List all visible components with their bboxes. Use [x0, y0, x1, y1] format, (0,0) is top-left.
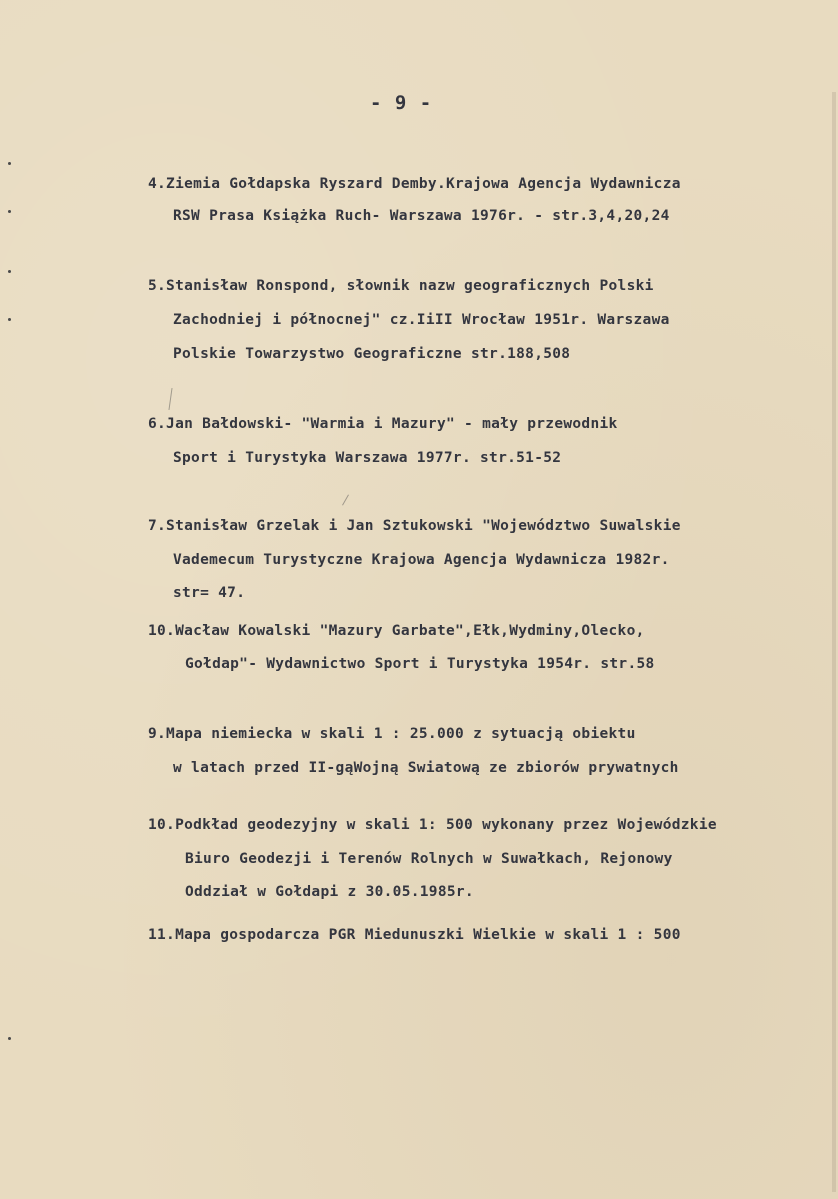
page-number: - 9 -	[370, 92, 433, 114]
entry-10b-line-3: Oddział w Gołdapi z 30.05.1985r.	[185, 884, 474, 900]
entry-7-line-1: 7.Stanisław Grzelak i Jan Sztukowski "Województwo Suwalskie	[148, 518, 681, 534]
entry-10a-line-1: 10.Wacław Kowalski "Mazury Garbate",Ełk,Wydminy,Olecko,	[148, 623, 645, 639]
entry-5-line-3: Polskie Towarzystwo Geograficzne str.188,508	[173, 346, 571, 362]
punch-hole-mark	[8, 318, 11, 321]
entry-7-line-3: str= 47.	[173, 585, 246, 601]
pen-stroke	[342, 495, 349, 506]
entry-10a-line-2: Gołdap"- Wydawnictwo Sport i Turystyka 1954r. str.58	[185, 656, 655, 672]
entry-10b-line-2: Biuro Geodezji i Terenów Rolnych w Suwałkach, Rejonowy	[185, 851, 673, 867]
page-edge-shadow	[832, 92, 836, 1192]
entry-6-line-1: 6.Jan Bałdowski- "Warmia i Mazury" - mały przewodnik	[148, 416, 618, 432]
entry-7-line-2: Vademecum Turystyczne Krajowa Agencja Wydawnicza 1982r.	[173, 552, 670, 568]
punch-hole-mark	[8, 210, 11, 213]
entry-4-line-2: RSW Prasa Książka Ruch- Warszawa 1976r. - str.3,4,20,24	[173, 208, 670, 224]
entry-4-line-1: 4.Ziemia Gołdapska Ryszard Demby.Krajowa Agencja Wydawnicza	[148, 176, 681, 192]
entry-6-line-2: Sport i Turystyka Warszawa 1977r. str.51-52	[173, 450, 562, 466]
pen-stroke	[168, 388, 172, 410]
punch-hole-mark	[8, 162, 11, 165]
punch-hole-mark	[8, 1037, 11, 1040]
entry-9-line-1: 9.Mapa niemiecka w skali 1 : 25.000 z sytuacją obiektu	[148, 726, 636, 742]
entry-5-line-1: 5.Stanisław Ronspond, słownik nazw geograficznych Polski	[148, 278, 654, 294]
punch-hole-mark	[8, 270, 11, 273]
entry-9-line-2: w latach przed II-gąWojną Swiatową ze zbiorów prywatnych	[173, 760, 679, 776]
entry-5-line-2: Zachodniej i północnej" cz.IiII Wrocław 1951r. Warszawa	[173, 312, 670, 328]
entry-11-line-1: 11.Mapa gospodarcza PGR Miedunuszki Wielkie w skali 1 : 500	[148, 927, 681, 943]
entry-10b-line-1: 10.Podkład geodezyjny w skali 1: 500 wykonany przez Wojewódzkie	[148, 817, 717, 833]
